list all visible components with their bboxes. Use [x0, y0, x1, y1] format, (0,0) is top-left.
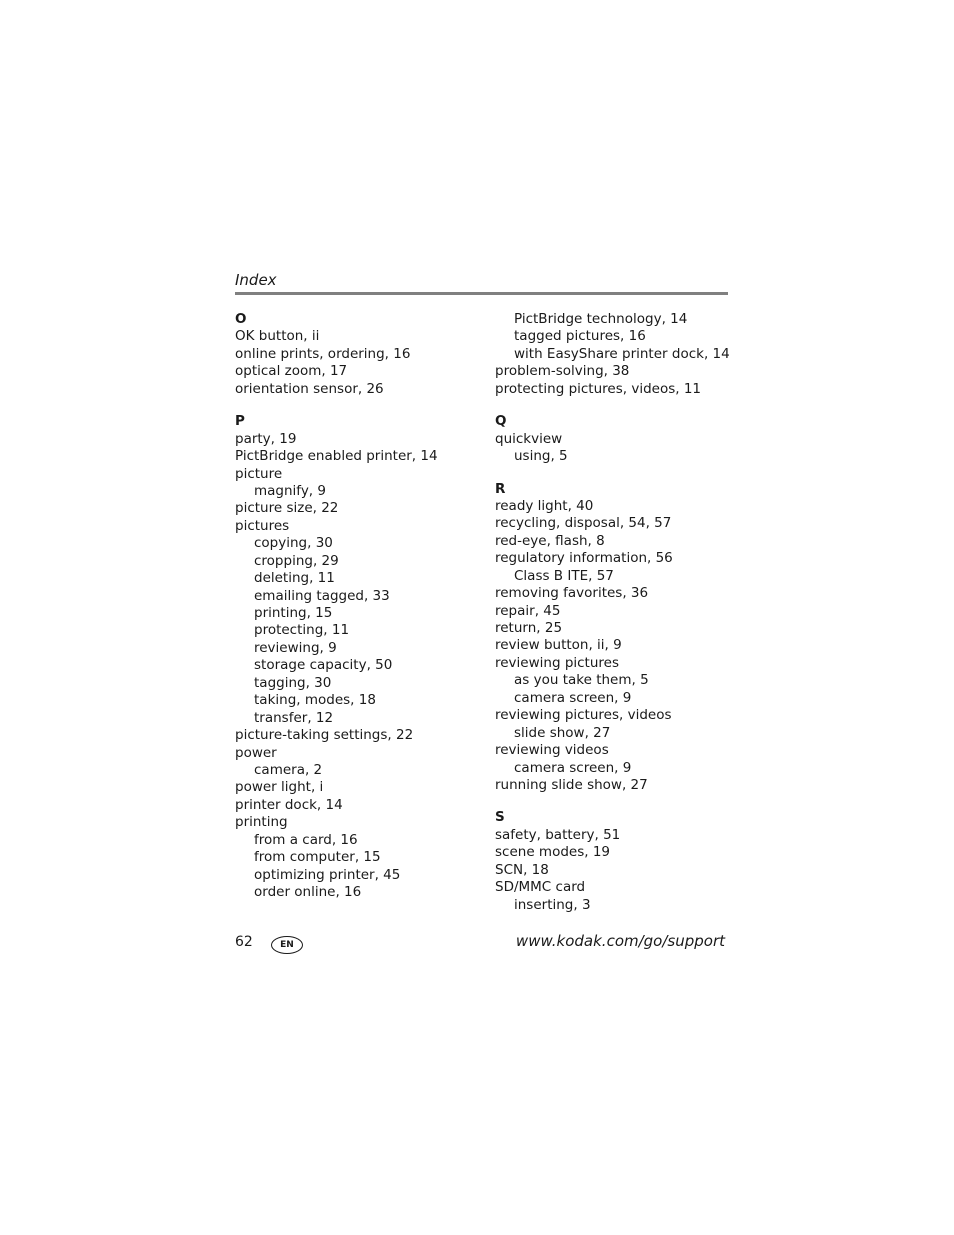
index-section-letter: Q	[495, 413, 507, 430]
index-column-right	[495, 311, 730, 914]
index-entry: removing favorites, 36	[495, 585, 649, 602]
index-entry: problem-solving, 38	[495, 363, 630, 380]
index-subentry: from a card, 16	[254, 831, 358, 848]
index-subentry: optimizing printer, 45	[254, 866, 401, 883]
index-entry: PictBridge enabled printer, 14	[235, 448, 438, 465]
index-entry: optical zoom, 17	[235, 363, 348, 380]
index-subentry: protecting, 11	[254, 622, 350, 639]
index-entry: SCN, 18	[495, 861, 549, 878]
index-entry: safety, battery, 51	[495, 826, 621, 843]
index-entry: SD/MMC card	[495, 879, 586, 896]
index-entry: online prints, ordering, 16	[235, 345, 411, 362]
index-subentry: using, 5	[514, 448, 568, 465]
page-header-title: Index	[235, 271, 277, 289]
index-subentry: tagged pictures, 16	[514, 328, 646, 345]
index-entry: pictures	[235, 517, 290, 534]
index-subentry: deleting, 11	[254, 570, 335, 587]
index-subentry: reviewing, 9	[254, 639, 337, 656]
section-spacer	[495, 398, 730, 413]
index-entry: orientation sensor, 26	[235, 380, 384, 397]
index-subentry: from computer, 15	[254, 849, 381, 866]
index-entry: OK button, ii	[235, 328, 320, 345]
index-entry: return, 25	[495, 620, 563, 636]
index-section-letter: P	[235, 413, 245, 430]
index-entry: reviewing pictures, videos	[495, 707, 672, 724]
index-subentry: transfer, 12	[254, 709, 334, 726]
index-subentry: tagging, 30	[254, 674, 332, 691]
section-spacer	[495, 794, 730, 809]
index-entry: recycling, disposal, 54, 57	[495, 515, 672, 532]
index-entry: picture size, 22	[235, 500, 339, 517]
header-rule	[235, 292, 728, 295]
index-entry: party, 19	[235, 430, 297, 447]
index-subentry: taking, modes, 18	[254, 692, 376, 709]
index-entry: picture	[235, 465, 283, 482]
page-number: 62	[235, 934, 253, 950]
index-entry: regulatory information, 56	[495, 550, 673, 567]
index-entry: picture-taking settings, 22	[235, 727, 414, 744]
index-section-letter: S	[495, 809, 505, 826]
index-entry: red-eye, flash, 8	[495, 532, 605, 549]
index-subentry: storage capacity, 50	[254, 657, 393, 674]
index-subentry: magnify, 9	[254, 482, 326, 499]
index-subentry: order online, 16	[254, 884, 362, 900]
index-entry: quickview	[495, 430, 563, 447]
index-entry: reviewing pictures	[495, 654, 619, 671]
index-subentry: camera screen, 9	[514, 759, 632, 776]
index-entry: reviewing videos	[495, 742, 609, 759]
index-subentry: camera screen, 9	[514, 689, 632, 706]
index-subentry: Class B ITE, 57	[514, 567, 614, 584]
index-entry: ready light, 40	[495, 497, 594, 514]
language-badge: EN	[271, 936, 303, 954]
section-spacer	[495, 466, 730, 481]
index-section-letter: O	[235, 311, 247, 327]
index-column-left	[235, 311, 438, 901]
index-entry: power light, i	[235, 779, 324, 796]
index-section-letter: R	[495, 480, 506, 497]
index-entry: scene modes, 19	[495, 844, 610, 861]
section-spacer	[235, 398, 438, 413]
support-url[interactable]: www.kodak.com/go/support	[515, 932, 725, 950]
index-entry: running slide show, 27	[495, 776, 648, 793]
index-subentry: with EasyShare printer dock, 14	[514, 345, 730, 362]
index-subentry: PictBridge technology, 14	[514, 311, 688, 327]
index-subentry: printing, 15	[254, 605, 333, 621]
index-subentry: emailing tagged, 33	[254, 587, 390, 604]
index-subentry: inserting, 3	[514, 896, 591, 913]
index-subentry: camera, 2	[254, 761, 323, 778]
index-subentry: slide show, 27	[514, 724, 611, 741]
index-entry: printer dock, 14	[235, 796, 343, 813]
index-entry: protecting pictures, videos, 11	[495, 380, 702, 397]
index-entry: printing	[235, 814, 288, 831]
index-entry: review button, ii, 9	[495, 637, 622, 654]
index-subentry: as you take them, 5	[514, 672, 649, 689]
index-entry: repair, 45	[495, 602, 561, 619]
index-subentry: cropping, 29	[254, 552, 339, 569]
index-subentry: copying, 30	[254, 535, 333, 552]
index-entry: power	[235, 744, 277, 761]
